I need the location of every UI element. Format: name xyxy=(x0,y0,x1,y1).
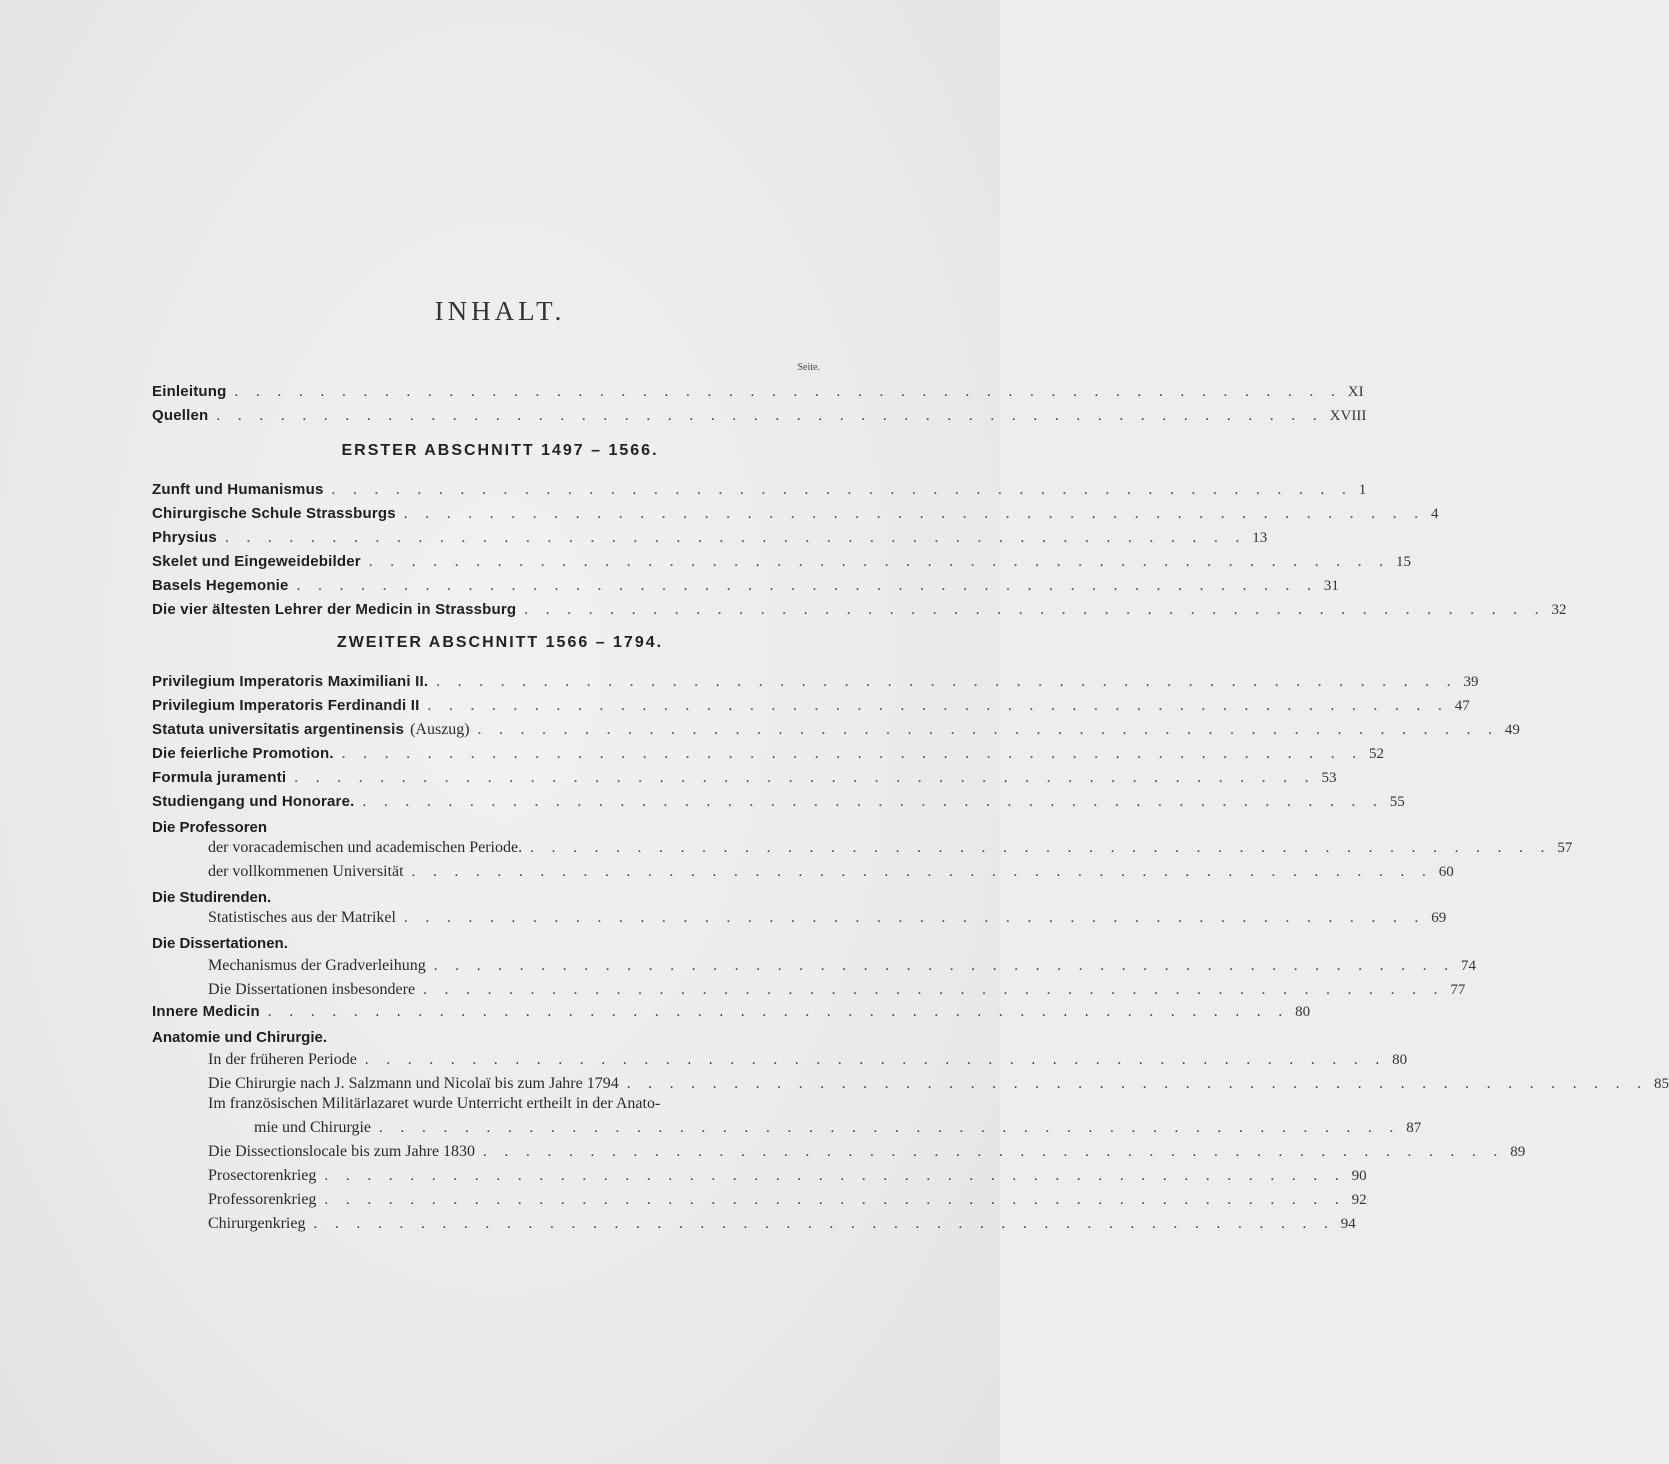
toc-entry-label: Die Chirurgie nach J. Salzmann und Nicolaï bis zum Jahre 1794 xyxy=(208,1075,619,1092)
toc-entry xyxy=(152,596,1567,620)
toc-entry-label: mie und Chirurgie xyxy=(254,1119,372,1136)
toc-group-heading: Die Studirenden. xyxy=(152,889,272,906)
leader-dots: . . . . . . . . . . . . . . . . . . . . . . . . . . . . . . . . . . . . . . . . . . . . . . . . xyxy=(530,840,1552,856)
leader-dots: . . . . . . . . . . . . . . . . . . . . . . . . . . . . . . . . . . . . . . . . . . . . . . . . xyxy=(368,554,1391,570)
toc-entry-label: In der früheren Periode xyxy=(208,1051,357,1068)
toc-page-number: 55 xyxy=(1389,794,1405,810)
toc-page-number: 92 xyxy=(1351,1192,1367,1208)
toc-entry xyxy=(152,788,1405,812)
toc-entry-label: Die feierliche Promotion. xyxy=(152,745,334,762)
toc-entry-label: Formula juramenti xyxy=(152,769,287,786)
toc-entry xyxy=(152,572,1339,596)
leader-dots: . . . . . . . . . . . . . . . . . . . . . . . . . . . . . . . . . . . . . . . . . . . . . . . . xyxy=(524,602,1546,618)
toc-subentry-wrapped-line: Im französischen Militärlazaret wurde Unterricht ertheilt in der Anato- xyxy=(208,1095,661,1112)
leader-dots: . . . . . . . . . . . . . . . . . . . . . . . . . . . . . . . . . . . . . . . . . . . . . . . . xyxy=(427,698,1449,714)
toc-page-number: 57 xyxy=(1557,840,1573,856)
toc-subentry xyxy=(208,1138,1526,1162)
toc-page-number: 69 xyxy=(1431,910,1447,926)
leader-dots: . . . . . . . . . . . . . . . . . . . . . . . . . . . . . . . . . . . . . . . . . . . . . . . . xyxy=(324,1192,1346,1208)
toc-page-number: 39 xyxy=(1463,674,1479,690)
leader-dots: . . . . . . . . . . . . . . . . . . . . . . . . . . . . . . . . . . . . . . . . . . . . . . . . xyxy=(364,1052,1387,1068)
leader-dots: . . . . . . . . . . . . . . . . . . . . . . . . . . . . . . . . . . . . . . . . . . . . . . . . xyxy=(362,794,1384,810)
leader-dots: . . . . . . . . . . . . . . . . . . . . . . . . . . . . . . . . . . . . . . . . . . . . . . . . xyxy=(436,674,1458,690)
toc-entry-label: Statistisches aus der Matrikel xyxy=(208,909,396,926)
toc-entry-label: Privilegium Imperatoris Ferdinandi II xyxy=(152,697,420,714)
toc-entry-quellen xyxy=(152,402,1367,426)
toc-entry xyxy=(152,764,1337,788)
toc-entry-label: Basels Hegemonie xyxy=(152,577,289,594)
toc-page-number: 77 xyxy=(1450,982,1466,998)
toc-subentry xyxy=(208,834,1573,858)
toc-page-number: 87 xyxy=(1406,1120,1422,1136)
toc-subentry xyxy=(208,1070,1669,1094)
toc-page-number: 13 xyxy=(1252,530,1268,546)
toc-group-heading: Anatomie und Chirurgie. xyxy=(152,1029,328,1046)
toc-entry-label: Prosectorenkrieg xyxy=(208,1167,317,1184)
toc-entry-label: Skelet und Eingeweidebilder xyxy=(152,553,361,570)
leader-dots: . . . . . . . . . . . . . . . . . . . . . . . . . . . . . . . . . . . . . . . . . . . . . . . . xyxy=(296,578,1318,594)
toc-entry xyxy=(152,716,1520,740)
toc-page-number: 80 xyxy=(1295,1004,1311,1020)
page-title: INHALT. xyxy=(434,296,566,326)
toc-page-number: 94 xyxy=(1340,1216,1356,1232)
section-heading-zweiter: ZWEITER ABSCHNITT 1566 – 1794. xyxy=(336,634,664,651)
toc-entry-label: Quellen xyxy=(152,407,209,424)
toc-entry-label: Die Dissertationen insbesondere xyxy=(208,981,416,998)
toc-page-number: 74 xyxy=(1460,958,1476,974)
toc-entry xyxy=(152,998,1311,1022)
toc-subentry xyxy=(208,976,1466,1000)
leader-dots: . . . . . . . . . . . . . . . . . . . . . . . . . . . . . . . . . . . . . . . . . . . . . . . . xyxy=(433,958,1455,974)
leader-dots: . . . . . . . . . . . . . . . . . . . . . . . . . . . . . . . . . . . . . . . . . . . . . . . . xyxy=(341,746,1363,762)
toc-group-heading: Die Dissertationen. xyxy=(152,935,288,952)
toc-entry-label: Chirurgenkrieg xyxy=(208,1215,306,1232)
leader-dots: . . . . . . . . . . . . . . . . . . . . . . . . . . . . . . . . . . . . . . . . . . . . . . . . . . . . xyxy=(216,408,1324,424)
leader-dots: . . . . . . . . . . . . . . . . . . . . . . . . . . . . . . . . . . . . . . . . . . . . . . . . xyxy=(403,910,1426,926)
leader-dots: . . . . . . . . . . . . . . . . . . . . . . . . . . . . . . . . . . . . . . . . . . . . . . . . xyxy=(324,1168,1346,1184)
toc-entry-label: der voracademischen und academischen Periode. xyxy=(208,839,523,856)
toc-subentry xyxy=(208,952,1476,976)
leader-dots: . . . . . . . . . . . . . . . . . . . . . . . . . . . . . . . . . . . . . . . . . . . . . . . . xyxy=(379,1120,1401,1136)
toc-entry xyxy=(152,548,1412,572)
toc-entry xyxy=(152,524,1268,548)
toc-entry-label: Professorenkrieg xyxy=(208,1191,317,1208)
toc-page-number: 1 xyxy=(1358,482,1367,498)
leader-dots: . . . . . . . . . . . . . . . . . . . . . . . . . . . . . . . . . . . . . . . . . . . . . . . . xyxy=(224,530,1247,546)
toc-page-number: 4 xyxy=(1431,506,1439,522)
toc-subentry xyxy=(254,1114,1422,1138)
toc-entry-label: Die vier ältesten Lehrer der Medicin in Strassburg xyxy=(152,601,517,618)
toc-subentry xyxy=(208,904,1447,928)
toc-page-number: 15 xyxy=(1396,554,1412,570)
toc-page-number: 80 xyxy=(1392,1052,1408,1068)
toc-group-heading: Die Professoren xyxy=(152,819,268,836)
toc-entry xyxy=(152,692,1470,716)
leader-dots: . . . . . . . . . . . . . . . . . . . . . . . . . . . . . . . . . . . . . . . . . . . . . . . . xyxy=(403,506,1426,522)
toc-entry xyxy=(152,668,1479,692)
leader-dots: . . . . . . . . . . . . . . . . . . . . . . . . . . . . . . . . . . . . . . . . . . . . . . . . xyxy=(477,722,1499,738)
leader-dots: . . . . . . . . . . . . . . . . . . . . . . . . . . . . . . . . . . . . . . . . . . . . . . . . xyxy=(411,864,1433,880)
toc-page-number: 52 xyxy=(1368,746,1384,762)
toc-entry xyxy=(152,740,1384,764)
toc-entry-label: der vollkommenen Universität xyxy=(208,863,404,880)
toc-page-number: 53 xyxy=(1321,770,1337,786)
toc-entry-label: Privilegium Imperatoris Maximiliani II. xyxy=(152,673,429,690)
toc-subentry xyxy=(208,1210,1356,1234)
toc-entry xyxy=(152,476,1367,500)
toc-page-number: 90 xyxy=(1351,1168,1367,1184)
toc-entry-einleitung xyxy=(152,378,1364,402)
toc-page-number: 32 xyxy=(1551,602,1567,618)
leader-dots: . . . . . . . . . . . . . . . . . . . . . . . . . . . . . . . . . . . . . . . . . . . . . . . . xyxy=(626,1076,1648,1092)
leader-dots: . . . . . . . . . . . . . . . . . . . . . . . . . . . . . . . . . . . . . . . . . . . . . . . . . . . . xyxy=(234,384,1342,400)
toc-page-number: 31 xyxy=(1323,578,1339,594)
toc-page-number: 47 xyxy=(1454,698,1470,714)
toc-subentry xyxy=(208,1162,1367,1186)
toc-entry-label: Studiengang und Honorare. xyxy=(152,793,355,810)
toc-subentry xyxy=(208,1046,1408,1070)
toc-entry-label: Einleitung xyxy=(152,383,227,400)
toc-page-number: 85 xyxy=(1653,1076,1669,1092)
leader-dots: . . . . . . . . . . . . . . . . . . . . . . . . . . . . . . . . . . . . . . . . . . . . . . . . xyxy=(313,1216,1335,1232)
page-column-label: Seite. xyxy=(797,362,820,373)
toc-page-number: XVIII xyxy=(1329,408,1367,424)
toc-entry-label: Zunft und Humanismus xyxy=(152,481,324,498)
toc-entry-suffix: (Auszug) xyxy=(410,721,470,738)
toc-page-number: 49 xyxy=(1504,722,1520,738)
toc-subentry xyxy=(208,1186,1367,1210)
toc-entry-label: Chirurgische Schule Strassburgs xyxy=(152,505,396,522)
leader-dots: . . . . . . . . . . . . . . . . . . . . . . . . . . . . . . . . . . . . . . . . . . . . . . . . xyxy=(267,1004,1290,1020)
toc-entry-label: Phrysius xyxy=(152,529,217,546)
leader-dots: . . . . . . . . . . . . . . . . . . . . . . . . . . . . . . . . . . . . . . . . . . . . . . . . xyxy=(483,1144,1505,1160)
leader-dots: . . . . . . . . . . . . . . . . . . . . . . . . . . . . . . . . . . . . . . . . . . . . . . . . xyxy=(331,482,1353,498)
toc-entry xyxy=(152,500,1439,524)
toc-page-number: XI xyxy=(1347,384,1364,400)
leader-dots: . . . . . . . . . . . . . . . . . . . . . . . . . . . . . . . . . . . . . . . . . . . . . . . . xyxy=(294,770,1316,786)
toc-page-number: 89 xyxy=(1510,1144,1526,1160)
toc-entry-label: Die Dissectionslocale bis zum Jahre 1830 xyxy=(208,1143,476,1160)
leader-dots: . . . . . . . . . . . . . . . . . . . . . . . . . . . . . . . . . . . . . . . . . . . . . . . . xyxy=(423,982,1445,998)
toc-entry-label: Mechanismus der Gradverleihung xyxy=(208,957,426,974)
toc-entry-label: Innere Medicin xyxy=(152,1003,260,1020)
toc-entry-label: Statuta universitatis argentinensis xyxy=(152,721,405,738)
section-heading-erster: ERSTER ABSCHNITT 1497 – 1566. xyxy=(341,442,659,459)
toc-page-number: 60 xyxy=(1438,864,1454,880)
toc-subentry xyxy=(208,858,1454,882)
